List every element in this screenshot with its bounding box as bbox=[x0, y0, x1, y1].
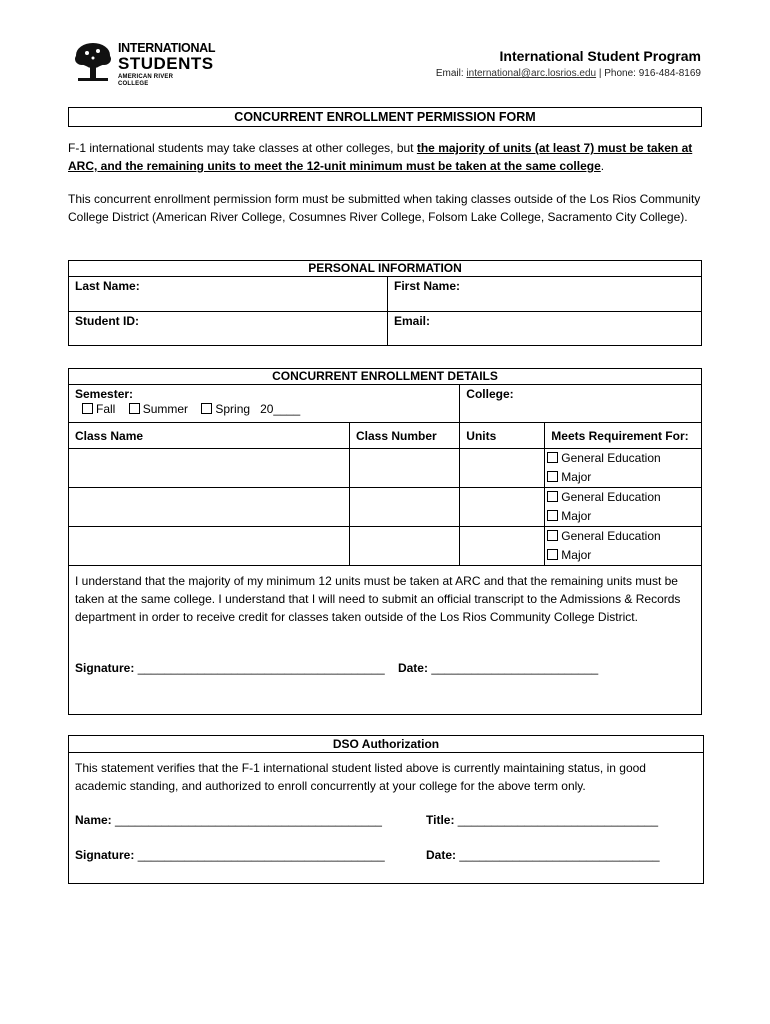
date-label: Date: bbox=[397, 661, 428, 675]
student-statement: I understand that the majority of my minimum 12 units must be taken at ARC and that the remaining units must be taken at the same college. I understand that I will need to submit an official transcript to the Admissions & Records department in order to receive credit for classes taken outside of the Los Rios Community College District. bbox=[75, 574, 681, 624]
personal-info-table bbox=[68, 260, 702, 346]
dso-signature-label: Signature: bbox=[75, 848, 135, 862]
enrollment-details-header: CONCURRENT ENROLLMENT DETAILS bbox=[69, 369, 702, 385]
logo-line3: AMERICAN RIVER COLLEGE bbox=[118, 74, 174, 87]
dso-title-label: Title: bbox=[426, 813, 455, 827]
year-field[interactable]: 20____ bbox=[260, 402, 301, 416]
spring-option[interactable] bbox=[201, 402, 250, 416]
email-label: Email: bbox=[394, 314, 431, 328]
ge-label: General Education bbox=[561, 490, 661, 504]
dso-date-label: Date: bbox=[426, 848, 457, 862]
ge-option[interactable] bbox=[547, 527, 699, 546]
fall-option[interactable] bbox=[82, 402, 115, 416]
units-input[interactable] bbox=[460, 488, 545, 527]
signature-line[interactable]: _____________________________________ bbox=[137, 661, 385, 675]
ge-option[interactable] bbox=[547, 449, 699, 468]
class-row bbox=[69, 488, 702, 527]
dso-section bbox=[68, 735, 704, 884]
statement-cell bbox=[69, 566, 702, 715]
student-id-label: Student ID: bbox=[75, 314, 139, 328]
col-class-number: Class Number bbox=[350, 423, 460, 449]
ge-checkbox[interactable] bbox=[547, 452, 558, 463]
logo bbox=[74, 41, 216, 87]
requirement-options bbox=[545, 527, 702, 566]
dso-name-label: Name: bbox=[75, 813, 112, 827]
oak-tree-icon bbox=[74, 41, 112, 83]
phone-text: | Phone: 916-484-8169 bbox=[596, 68, 701, 79]
dso-signature-row bbox=[75, 848, 385, 862]
class-name-input[interactable] bbox=[69, 527, 350, 566]
dso-name-row bbox=[75, 813, 382, 827]
email-label: Email: bbox=[435, 68, 467, 79]
college-field[interactable] bbox=[460, 385, 702, 423]
col-class-name: Class Name bbox=[69, 423, 350, 449]
last-name-label: Last Name: bbox=[75, 279, 140, 293]
ge-checkbox[interactable] bbox=[547, 491, 558, 502]
intro-paragraph-2: This concurrent enrollment permission form must be submitted when taking classes outside of the Los Rios Community College District (American River College, Cosumnes River College, Folsom Lake College, Sacramento City College). bbox=[68, 192, 701, 224]
college-label: College: bbox=[466, 387, 514, 401]
program-contact bbox=[436, 67, 701, 81]
first-name-field[interactable] bbox=[388, 277, 702, 312]
major-label: Major bbox=[561, 470, 592, 484]
first-name-label: First Name: bbox=[394, 279, 461, 293]
ge-label: General Education bbox=[561, 451, 661, 465]
dso-date-line[interactable]: ______________________________ bbox=[459, 848, 660, 862]
intro-p1-start: F-1 international students may take classes at other colleges, but bbox=[68, 141, 417, 155]
major-label: Major bbox=[561, 509, 592, 523]
class-number-input[interactable] bbox=[350, 527, 460, 566]
program-title: International Student Program bbox=[499, 48, 701, 64]
major-label: Major bbox=[561, 548, 592, 562]
major-checkbox[interactable] bbox=[547, 471, 558, 482]
fall-label: Fall bbox=[96, 402, 116, 416]
ge-option[interactable] bbox=[547, 488, 699, 507]
units-input[interactable] bbox=[460, 527, 545, 566]
major-checkbox[interactable] bbox=[547, 510, 558, 521]
student-signature-row bbox=[75, 659, 695, 677]
semester-cell bbox=[69, 385, 460, 423]
requirement-options bbox=[545, 449, 702, 488]
dso-title-row bbox=[426, 813, 658, 827]
summer-option[interactable] bbox=[129, 402, 188, 416]
major-checkbox[interactable] bbox=[547, 549, 558, 560]
personal-info-header: PERSONAL INFORMATION bbox=[69, 261, 702, 277]
class-name-input[interactable] bbox=[69, 449, 350, 488]
ge-label: General Education bbox=[561, 529, 661, 543]
enrollment-details-table bbox=[68, 368, 702, 715]
summer-checkbox[interactable] bbox=[129, 403, 140, 414]
semester-label: Semester: bbox=[75, 387, 134, 401]
dso-date-row bbox=[426, 848, 660, 862]
col-meets-requirement: Meets Requirement For: bbox=[545, 423, 702, 449]
student-id-field[interactable] bbox=[69, 312, 388, 346]
intro-p1-bold: the majority of units (at least 7) must be taken at ARC, and the remaining units to meet the 12-unit minimum must be taken at the same college bbox=[68, 141, 693, 173]
spring-label: Spring bbox=[215, 402, 251, 416]
major-option[interactable] bbox=[547, 468, 699, 487]
dso-header: DSO Authorization bbox=[69, 736, 703, 753]
intro-paragraph-1 bbox=[68, 139, 708, 175]
dso-title-line[interactable]: ______________________________ bbox=[457, 813, 659, 827]
spring-checkbox[interactable] bbox=[201, 403, 212, 414]
dso-signature-line[interactable]: _____________________________________ bbox=[137, 848, 385, 862]
units-input[interactable] bbox=[460, 449, 545, 488]
summer-label: Summer bbox=[142, 402, 189, 416]
dso-statement: This statement verifies that the F-1 international student listed above is currently maintaining status, in good academic standing, and authorized to enroll concurrently at your college for the above term only. bbox=[75, 761, 646, 793]
date-line[interactable]: _________________________ bbox=[431, 661, 599, 675]
class-number-input[interactable] bbox=[350, 488, 460, 527]
form-title: CONCURRENT ENROLLMENT PERMISSION FORM bbox=[68, 107, 702, 127]
intro-p1-end: . bbox=[600, 159, 605, 173]
last-name-field[interactable] bbox=[69, 277, 388, 312]
fall-checkbox[interactable] bbox=[82, 403, 93, 414]
ge-checkbox[interactable] bbox=[547, 530, 558, 541]
class-row bbox=[69, 449, 702, 488]
signature-label: Signature: bbox=[75, 661, 135, 675]
program-header bbox=[436, 47, 701, 81]
logo-line1: INTERNATIONAL bbox=[118, 41, 216, 55]
logo-line2: STUDENTS bbox=[118, 54, 214, 73]
email-field[interactable] bbox=[388, 312, 702, 346]
dso-name-line[interactable]: ________________________________________ bbox=[115, 813, 382, 827]
class-number-input[interactable] bbox=[350, 449, 460, 488]
requirement-options bbox=[545, 488, 702, 527]
major-option[interactable] bbox=[547, 507, 699, 526]
email-link[interactable]: international@arc.losrios.edu bbox=[466, 68, 597, 79]
major-option[interactable] bbox=[547, 546, 699, 565]
class-name-input[interactable] bbox=[69, 488, 350, 527]
col-units: Units bbox=[460, 423, 545, 449]
class-row bbox=[69, 527, 702, 566]
